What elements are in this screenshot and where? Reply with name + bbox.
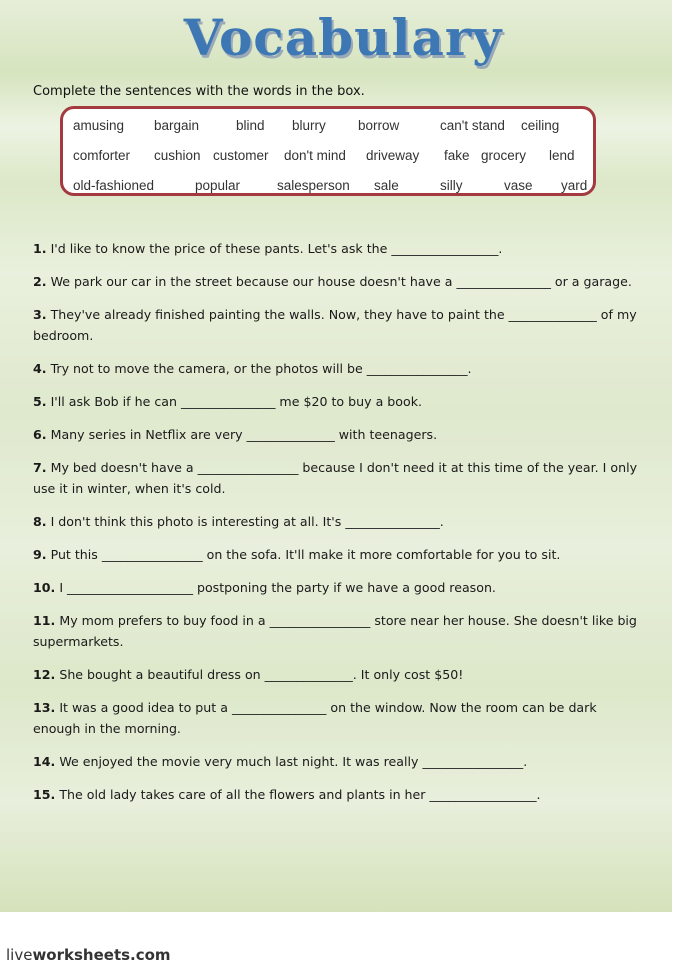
question-text-after: or a garage. (550, 274, 632, 289)
question-text-after: with teenagers. (334, 427, 438, 442)
question-text-after: . (498, 241, 503, 256)
question-text-before: I'll ask Bob if he can (50, 394, 181, 409)
question-text-before: We park our car in the street because our house doesn't have a (50, 274, 457, 289)
word-box-item: cushion (154, 148, 201, 163)
question-number: 5. (33, 394, 47, 409)
question-text-before: My bed doesn't have a (50, 460, 198, 475)
word-box-item: can't stand (440, 118, 505, 133)
answer-blank[interactable]: _________________ (429, 787, 537, 802)
question-text-after: on the sofa. It'll make it more comfortable for you to sit. (202, 547, 561, 562)
question-item (33, 271, 648, 292)
answer-blank[interactable]: ________________ (101, 547, 203, 562)
answer-blank[interactable]: _________________ (391, 241, 499, 256)
word-box-item: yard (561, 178, 588, 193)
question-text-after: store near her house. She doesn't like big supermarkets. (33, 613, 637, 649)
word-box-item: fake (444, 148, 470, 163)
answer-blank[interactable]: _______________ (180, 394, 276, 409)
word-box-item: grocery (481, 148, 527, 163)
question-number: 3. (33, 307, 47, 322)
word-box-item: driveway (366, 148, 420, 163)
question-number: 1. (33, 241, 47, 256)
word-box-item: customer (213, 148, 269, 163)
question-text-after: . (523, 754, 528, 769)
question-text-before: Put this (50, 547, 102, 562)
question-number: 7. (33, 460, 47, 475)
question-number: 15. (33, 787, 56, 802)
question-number: 11. (33, 613, 56, 628)
question-text-after: because I don't need it at this time of the year. I only use it in winter, when it's cold. (33, 460, 638, 496)
word-box-item: bargain (154, 118, 200, 133)
answer-blank[interactable]: ________________ (422, 754, 524, 769)
question-text-after: . (439, 514, 444, 529)
answer-blank[interactable]: _______________ (345, 514, 440, 529)
question-text-after: postponing the party if we have a good reason. (192, 580, 496, 595)
word-box-item: amusing (73, 118, 125, 133)
question-number: 9. (33, 547, 47, 562)
question-text-after: . It only cost $50! (352, 667, 464, 682)
answer-blank[interactable]: ________________ (366, 361, 468, 376)
question-item (33, 697, 648, 739)
question-text-before: My mom prefers to buy food in a (59, 613, 270, 628)
footer-logo[interactable] (6, 946, 171, 964)
logo-worksheets: worksheets.com (32, 946, 171, 964)
answer-blank[interactable]: _______________ (456, 274, 551, 289)
word-box-item: blurry (292, 118, 326, 133)
question-number: 8. (33, 514, 47, 529)
word-box-item: salesperson (277, 178, 350, 193)
word-box-item: borrow (358, 118, 400, 133)
question-text-before: The old lady takes care of all the flowers and plants in her (59, 787, 430, 802)
question-item (33, 511, 648, 532)
question-number: 6. (33, 427, 47, 442)
question-item (33, 391, 648, 412)
question-list (33, 238, 648, 817)
answer-blank[interactable]: ______________ (246, 427, 335, 442)
logo-live: live (6, 946, 33, 964)
word-box-item: ceiling (521, 118, 560, 133)
question-item (33, 610, 648, 652)
question-text-before: I don't think this photo is interesting at all. It's (50, 514, 346, 529)
word-box-item: popular (195, 178, 241, 193)
question-item (33, 358, 648, 379)
question-item (33, 784, 648, 805)
answer-blank[interactable]: _______________ (231, 700, 327, 715)
question-text-after: . (536, 787, 541, 802)
question-item (33, 577, 648, 598)
question-text-before: Many series in Netflix are very (50, 427, 247, 442)
question-item (33, 304, 648, 346)
question-number: 10. (33, 580, 56, 595)
answer-blank[interactable]: ________________ (269, 613, 371, 628)
word-box-item: don't mind (284, 148, 346, 163)
instructions: Complete the sentences with the words in the box. (33, 84, 365, 99)
word-box-item: sale (374, 178, 399, 193)
word-box-item: lend (549, 148, 575, 163)
question-text-before: We enjoyed the movie very much last night. It was really (59, 754, 423, 769)
answer-blank[interactable]: ________________ (197, 460, 299, 475)
question-item (33, 544, 648, 565)
question-number: 14. (33, 754, 56, 769)
question-item (33, 751, 648, 772)
question-text-after: on the window. Now the room can be dark enough in the morning. (33, 700, 597, 736)
word-box-item: vase (504, 178, 533, 193)
question-number: 13. (33, 700, 56, 715)
word-box-item: silly (440, 178, 463, 193)
question-text-after: of my bedroom. (33, 307, 637, 343)
question-text-before: It was a good idea to put a (59, 700, 232, 715)
word-box-item: comforter (73, 148, 131, 163)
word-box-item: blind (236, 118, 265, 133)
question-text-before: I (59, 580, 68, 595)
worksheet-title: Vocabulary (183, 8, 503, 67)
answer-blank[interactable]: ____________________ (67, 580, 193, 595)
question-text-before: I'd like to know the price of these pants. Let's ask the (50, 241, 392, 256)
question-text-after: . (467, 361, 472, 376)
question-number: 12. (33, 667, 56, 682)
question-item (33, 664, 648, 685)
question-item (33, 238, 648, 259)
answer-blank[interactable]: ______________ (264, 667, 353, 682)
question-number: 4. (33, 361, 47, 376)
question-text-before: She bought a beautiful dress on (59, 667, 265, 682)
question-text-before: They've already finished painting the walls. Now, they have to paint the (50, 307, 509, 322)
word-box (60, 106, 596, 196)
answer-blank[interactable]: ______________ (508, 307, 597, 322)
word-box-item: old-fashioned (73, 178, 155, 193)
question-item (33, 457, 648, 499)
question-number: 2. (33, 274, 47, 289)
question-text-before: Try not to move the camera, or the photos will be (50, 361, 367, 376)
question-item (33, 424, 648, 445)
question-text-after: me $20 to buy a book. (275, 394, 422, 409)
